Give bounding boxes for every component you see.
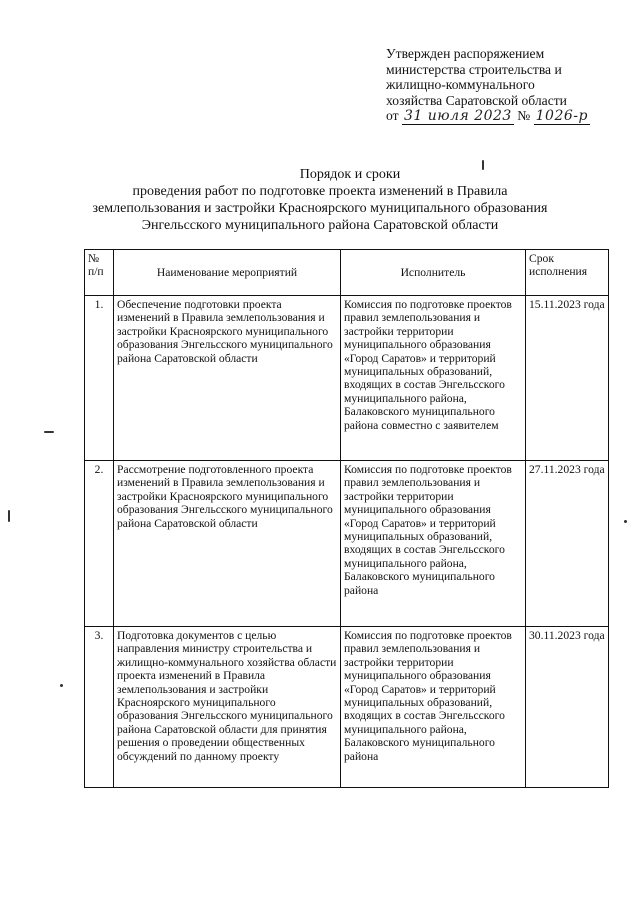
scan-speck xyxy=(8,510,10,522)
row-activity: Обеспечение подготовки проекта изменений в Правила землепользования и застройки Красноярского муниципального образования Энгельсского муниципального района Саратовской области xyxy=(114,296,341,461)
title-line-3: землепользования и застройки Красноярского муниципального образования xyxy=(92,201,548,216)
table-row xyxy=(85,461,609,627)
scan-speck xyxy=(44,431,54,433)
row-executor: Комиссия по подготовке проектов правил землепользования и застройки территории муниципального образования «Город Саратов» и территорий муниципальных образований, входящих в состав Энгельсского муниципального района, Балаковского муниципального района совместно с заявителем xyxy=(341,296,526,461)
table-row xyxy=(85,627,609,788)
row-num: 2. xyxy=(85,461,114,627)
title-line-2: проведения работ по подготовке проекта изменений в Правила xyxy=(132,184,508,199)
row-activity: Рассмотрение подготовленного проекта изменений в Правила землепользования и застройки Красноярского муниципального образования Энгельсского муниципального района Саратовской области xyxy=(114,461,341,627)
scan-speck xyxy=(60,684,63,687)
approval-line-3: жилищно-коммунального xyxy=(386,77,535,92)
document-title xyxy=(0,166,640,234)
approval-line-1: Утвержден распоряжением xyxy=(386,46,545,61)
row-activity: Подготовка документов с целью направления министру строительства и жилищно-коммунального хозяйства области проекта изменений в Правила землепользования и застройки Красноярского муниципального образования Энгельсского муниципального района Саратовской области для принятия решения о проведении общественных обсуждений по данному проекту xyxy=(114,627,341,788)
row-executor: Комиссия по подготовке проектов правил землепользования и застройки территории муниципального образования «Город Саратов» и территорий муниципальных образований, входящих в состав Энгельсского муниципального района, Балаковского муниципального района xyxy=(341,461,526,627)
header-deadline: Срок исполнения xyxy=(526,250,609,296)
number-label: № xyxy=(517,108,531,123)
table-header-row xyxy=(85,250,609,296)
handwritten-date: 31 июля 2023 xyxy=(403,108,512,124)
from-label: от xyxy=(386,108,399,123)
row-num: 3. xyxy=(85,627,114,788)
approval-date-number-line xyxy=(386,108,631,125)
approval-line-2: министерства строительства и xyxy=(386,61,562,77)
schedule-table xyxy=(84,249,609,788)
approval-stamp xyxy=(386,46,631,125)
header-executor: Исполнитель xyxy=(341,250,526,296)
approval-line-4: хозяйства Саратовской области xyxy=(386,92,567,108)
row-num: 1. xyxy=(85,296,114,461)
row-executor: Комиссия по подготовке проектов правил землепользования и застройки территории муниципального образования «Город Саратов» и территорий муниципальных образований, входящих в состав Энгельсского муниципального района, Балаковского муниципального района xyxy=(341,627,526,788)
row-deadline: 30.11.2023 года xyxy=(526,627,609,788)
header-num: № п/п xyxy=(85,250,114,296)
row-deadline: 15.11.2023 года xyxy=(526,296,609,461)
header-name: Наименование мероприятий xyxy=(114,250,341,296)
title-line-4: Энгельсского муниципального района Саратовской области xyxy=(141,218,499,233)
table-row xyxy=(85,296,609,461)
title-line-1: Порядок и сроки xyxy=(299,167,401,182)
handwritten-number: 1026-р xyxy=(535,108,588,124)
scan-speck xyxy=(624,520,627,523)
scan-speck xyxy=(482,160,484,170)
row-deadline: 27.11.2023 года xyxy=(526,461,609,627)
